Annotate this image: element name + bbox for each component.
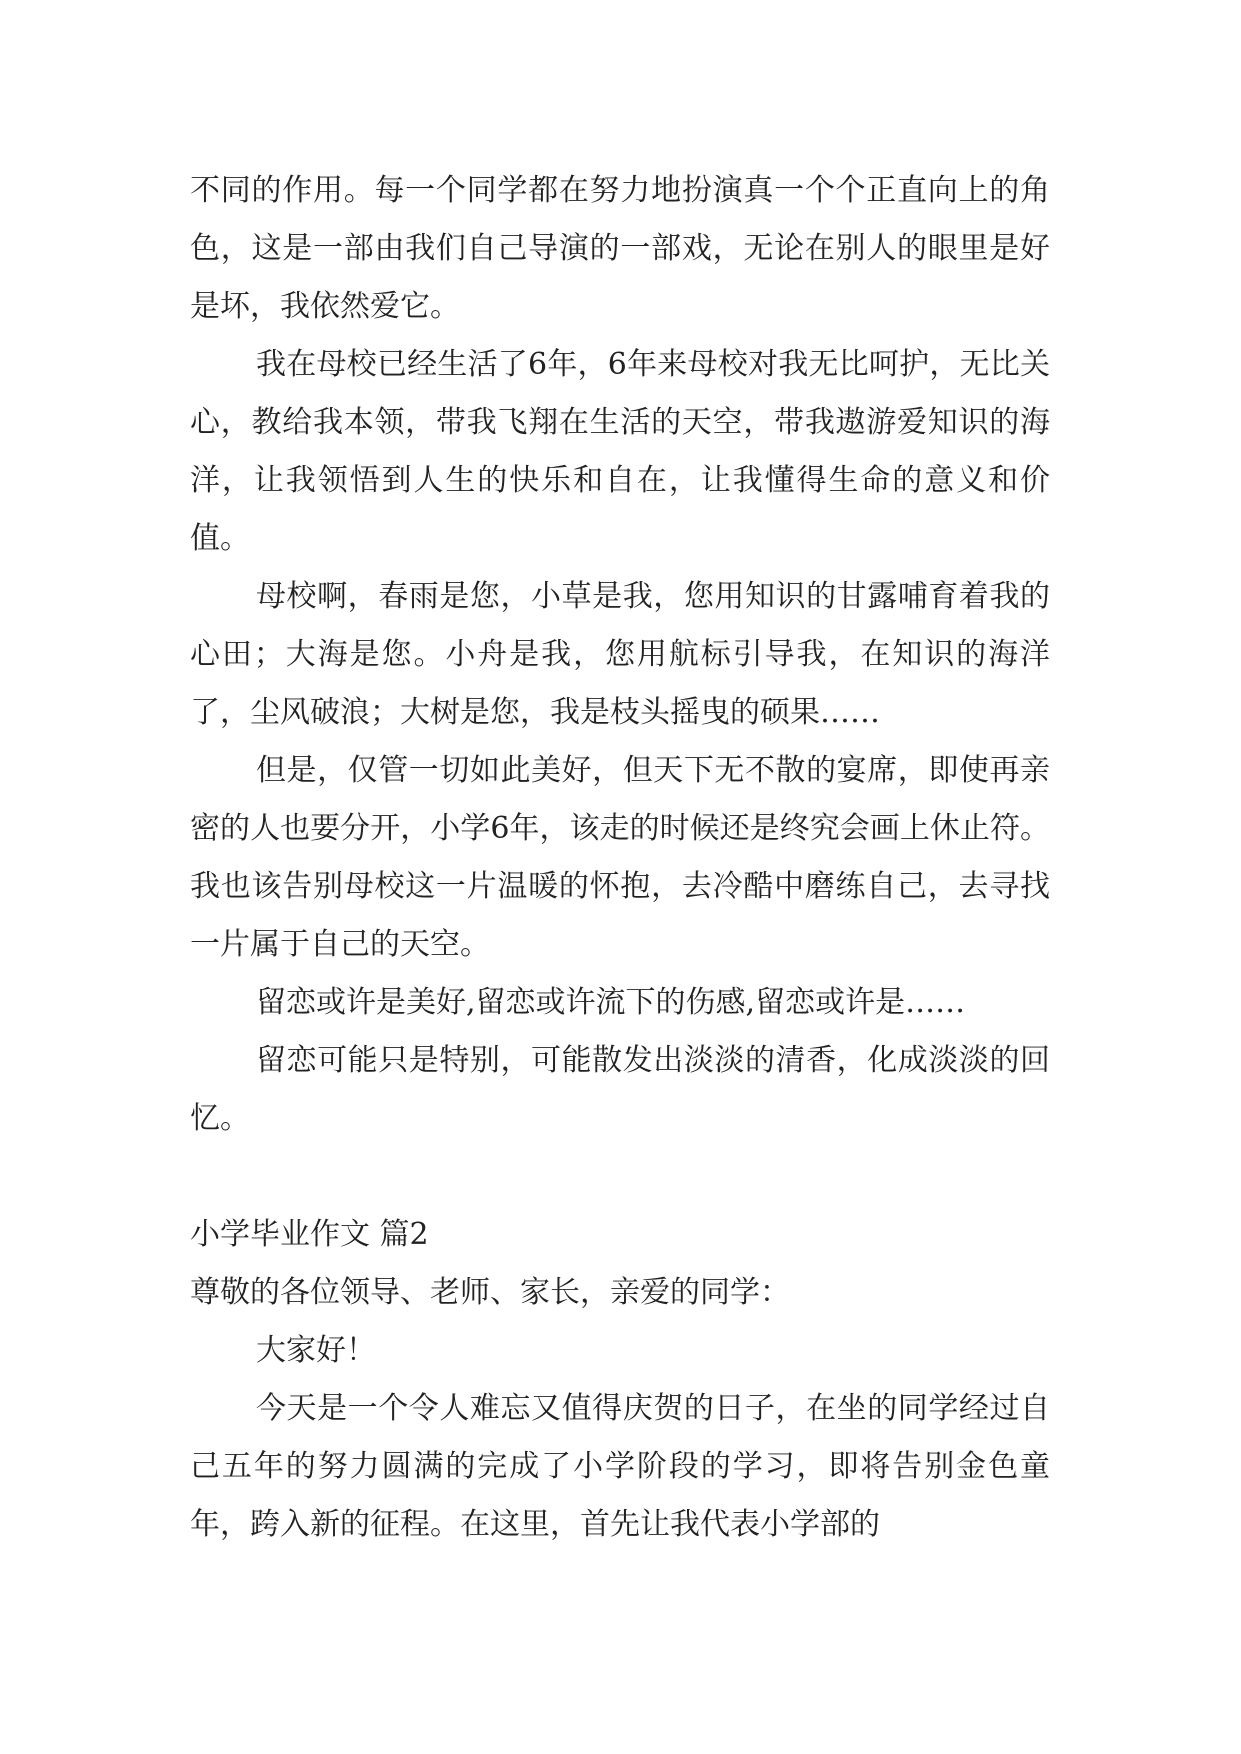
paragraph: 留恋可能只是特别，可能散发出淡淡的清香，化成淡淡的回忆。 [190,1043,1050,1136]
salutation: 尊敬的各位领导、老师、家长，亲爱的同学： [190,1275,790,1310]
greeting: 大家好！ [256,1333,376,1368]
paragraph: 我在母校已经生活了6年，6年来母校对我无比呵护，无比关心，教给我本领，带我飞翔在生活的天空，带我遨游爱知识的海洋，让我领悟到人生的快乐和自在，让我懂得生命的意义和价值。 [190,347,1050,556]
section-title: 小学毕业作文 篇2 [190,1217,429,1252]
paragraph: 今天是一个令人难忘又值得庆贺的日子，在坐的同学经过自己五年的努力圆满的完成了小学阶段的学习，即将告别金色童年，跨入新的征程。在这里，首先让我代表小学部的 [190,1391,1050,1542]
paragraph: 但是，仅管一切如此美好，但天下无不散的宴席，即使再亲密的人也要分开，小学6年，该走的时候还是终究会画上休止符。我也该告别母校这一片温暖的怀抱，去冷酷中磨练自己，去寻找一片属于自己的天空。 [190,753,1050,962]
paragraph: 留恋或许是美好,留恋或许流下的伤感,留恋或许是…… [256,985,966,1020]
paragraph: 不同的作用。每一个同学都在努力地扮演真一个个正直向上的角色，这是一部由我们自己导演的一部戏，无论在别人的眼里是好是坏，我依然爱它。 [190,173,1050,324]
document-body [190,162,1050,1554]
section-spacer [190,1148,1050,1206]
paragraph: 母校啊，春雨是您，小草是我，您用知识的甘露哺育着我的心田；大海是您。小舟是我，您用航标引导我，在知识的海洋了，尘风破浪；大树是您，我是枝头摇曳的硕果…… [190,579,1050,730]
